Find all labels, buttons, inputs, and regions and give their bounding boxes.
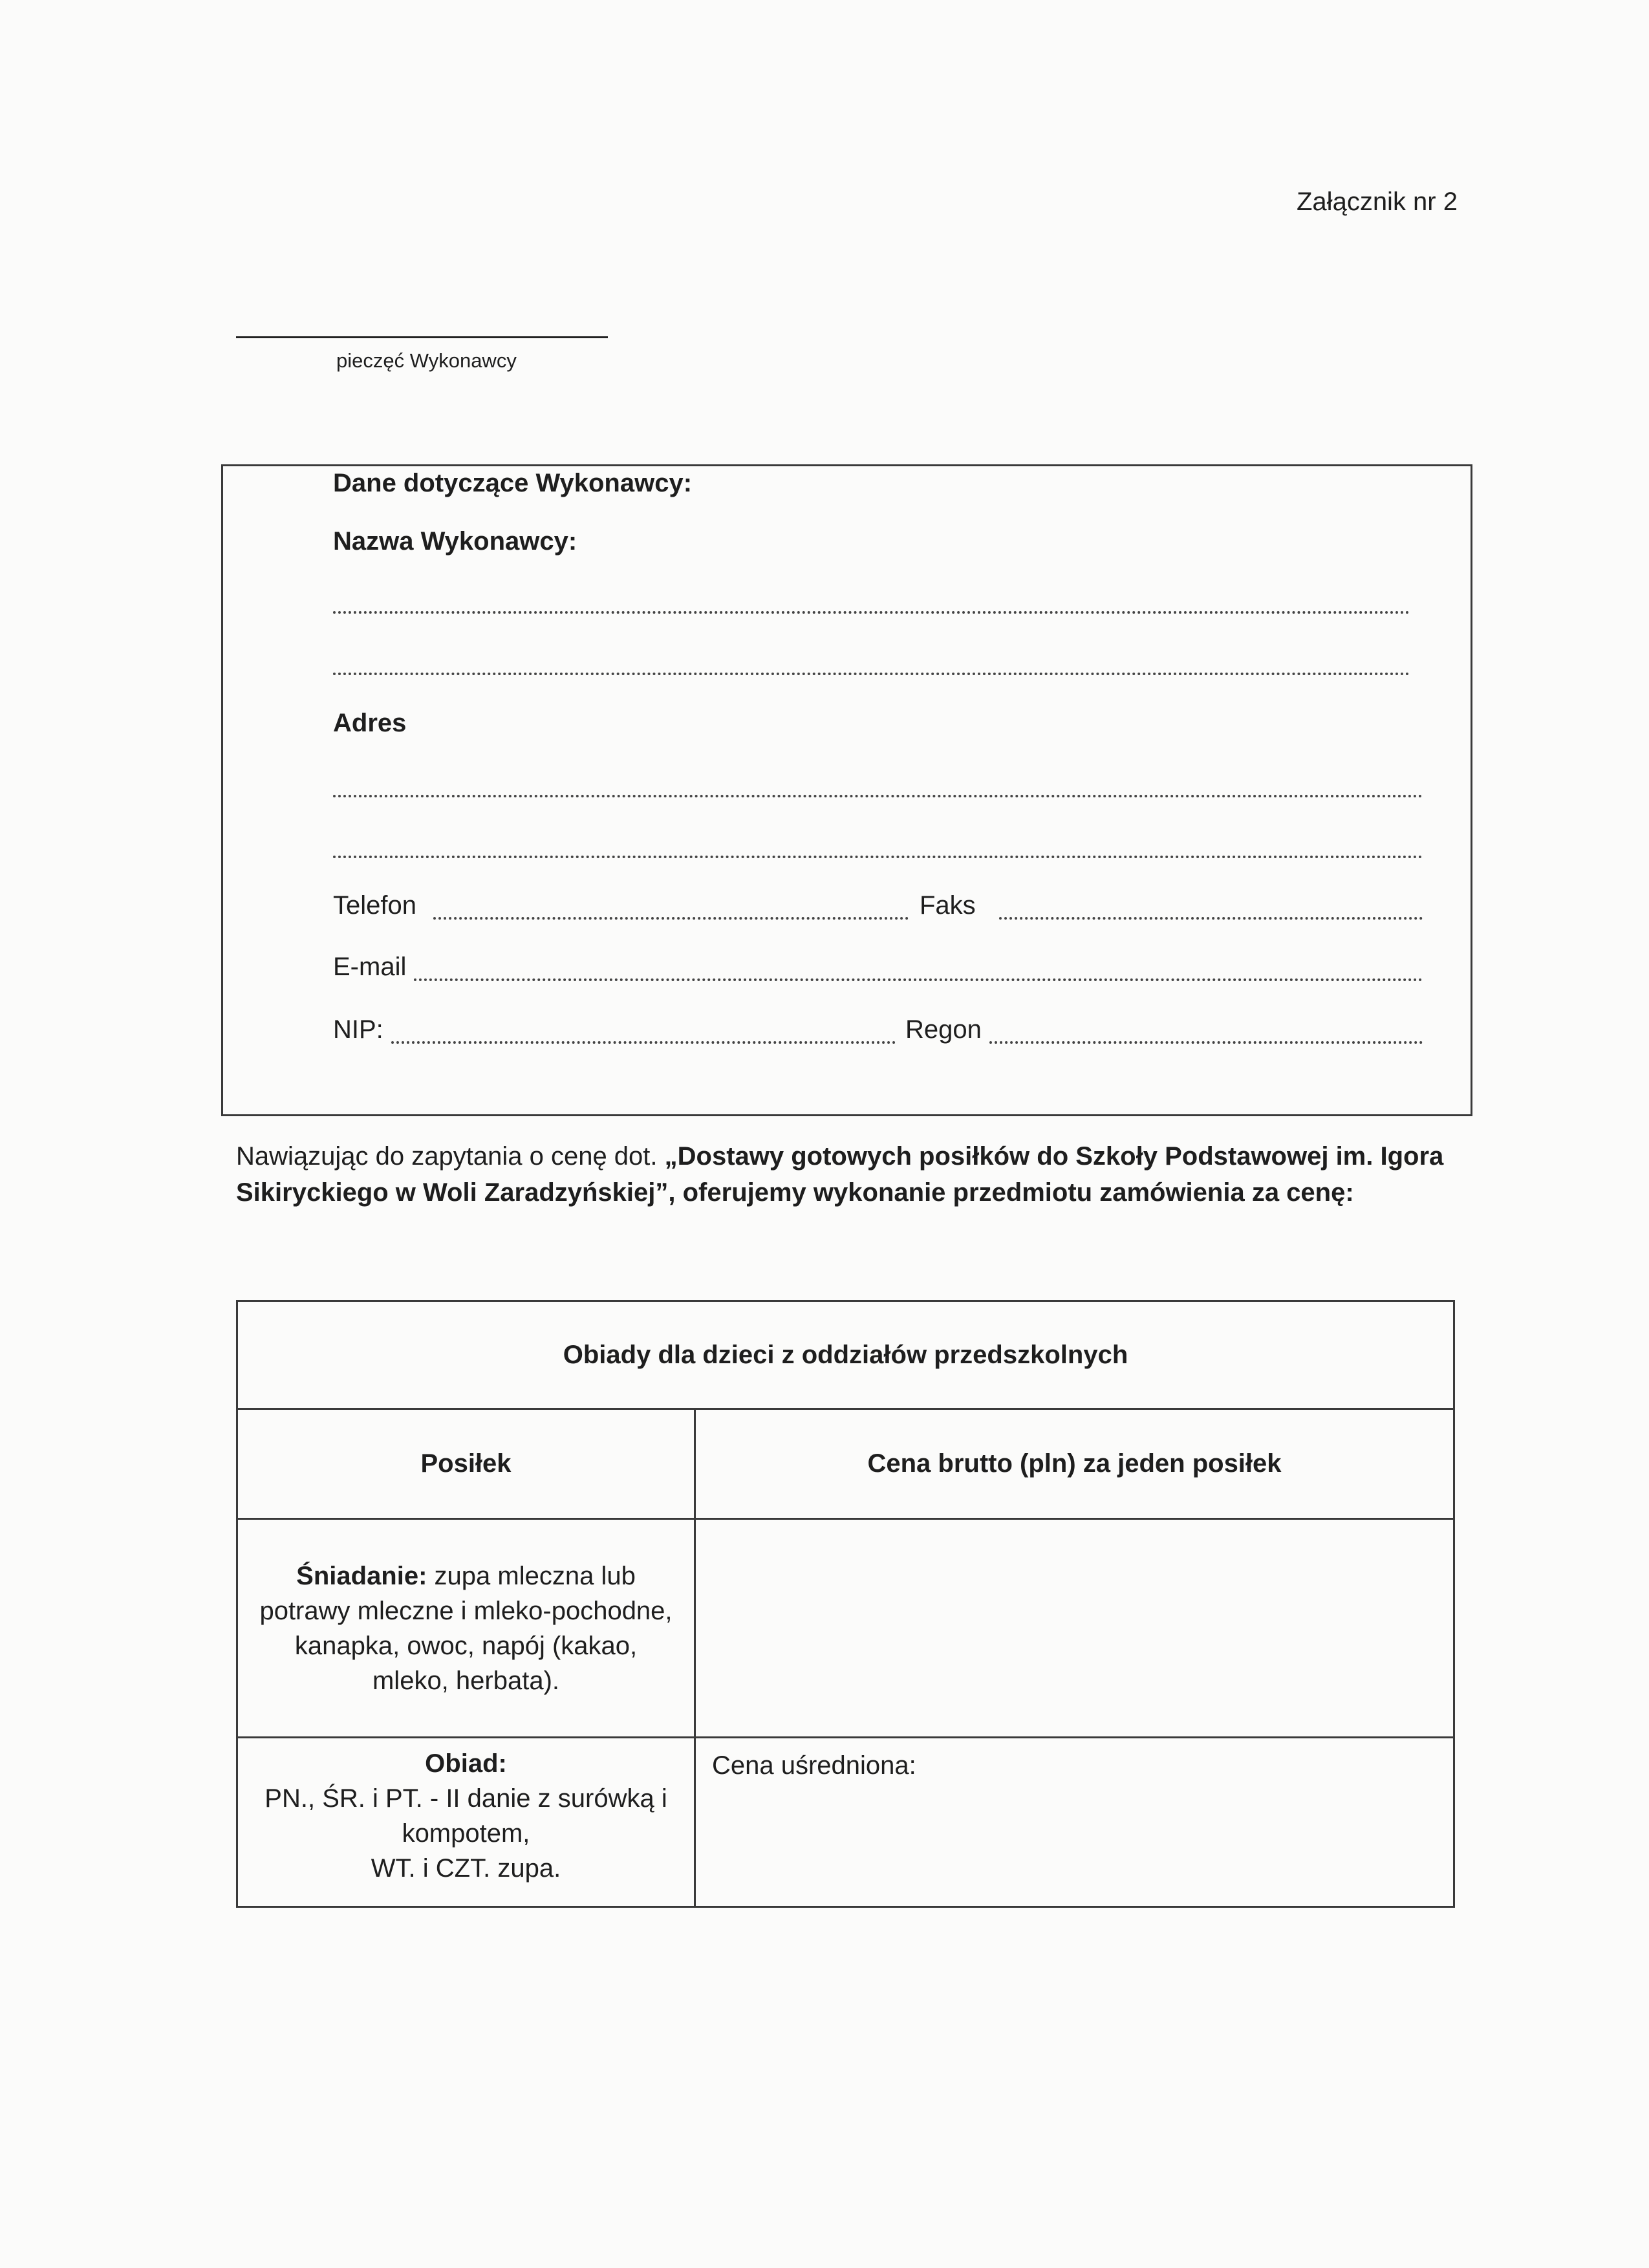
breakfast-cell (237, 1519, 695, 1738)
breakfast-price-cell[interactable] (695, 1519, 1454, 1738)
intro-bold-text: „Dostawy gotowych posiłków do Szkoły Podstawowej im. Igora Sikiryckiego w Woli Zaradzyńskiej”, oferujemy wykonanie przedmiotu zamówienia za cenę: (236, 1142, 1444, 1207)
address-line-1[interactable] (333, 795, 1423, 797)
stamp-signature-line (236, 336, 608, 338)
intro-paragraph (236, 1138, 1465, 1211)
phone-label: Telefon (333, 891, 416, 920)
phone-field[interactable] (433, 917, 909, 920)
average-price-label: Cena uśredniona: (712, 1751, 916, 1780)
offer-table (236, 1300, 1455, 1908)
lunch-label: Obiad: (425, 1749, 507, 1778)
name-line-2[interactable] (333, 673, 1410, 675)
address-label: Adres (333, 709, 407, 737)
lunch-cell (237, 1738, 695, 1907)
breakfast-description: zupa mleczna lub potrawy mleczne i mleko-pochodne, kanapka, owoc, napój (kakao, mleko, herbata). (259, 1561, 673, 1695)
lunch-description-2: WT. i CZT. zupa. (371, 1854, 561, 1883)
stamp-label: pieczęć Wykonawcy (336, 349, 517, 372)
nip-label: NIP: (333, 1015, 383, 1044)
fax-label: Faks (920, 891, 976, 920)
lunch-price-cell[interactable] (695, 1738, 1454, 1907)
fax-field[interactable] (999, 917, 1423, 920)
email-field[interactable] (414, 978, 1423, 981)
column-header-meal: Posiłek (237, 1409, 695, 1519)
table-title: Obiady dla dzieci z oddziałów przedszkolnych (237, 1301, 1454, 1409)
contractor-heading: Dane dotyczące Wykonawcy: (333, 469, 693, 497)
address-line-2[interactable] (333, 856, 1423, 858)
regon-label: Regon (905, 1015, 982, 1044)
lunch-description-1: PN., ŚR. i PT. - II danie z surówką i kompotem, (264, 1784, 667, 1848)
name-label: Nazwa Wykonawcy: (333, 527, 577, 556)
attachment-number: Załącznik nr 2 (1297, 188, 1458, 216)
breakfast-label: Śniadanie: (296, 1561, 427, 1590)
regon-field[interactable] (989, 1041, 1423, 1044)
contractor-data-box (221, 464, 1472, 1116)
nip-field[interactable] (391, 1041, 896, 1044)
name-line-1[interactable] (333, 611, 1410, 614)
column-header-price: Cena brutto (pln) za jeden posiłek (695, 1409, 1454, 1519)
email-label: E-mail (333, 953, 407, 981)
intro-prefix: Nawiązując do zapytania o cenę dot. (236, 1142, 665, 1171)
